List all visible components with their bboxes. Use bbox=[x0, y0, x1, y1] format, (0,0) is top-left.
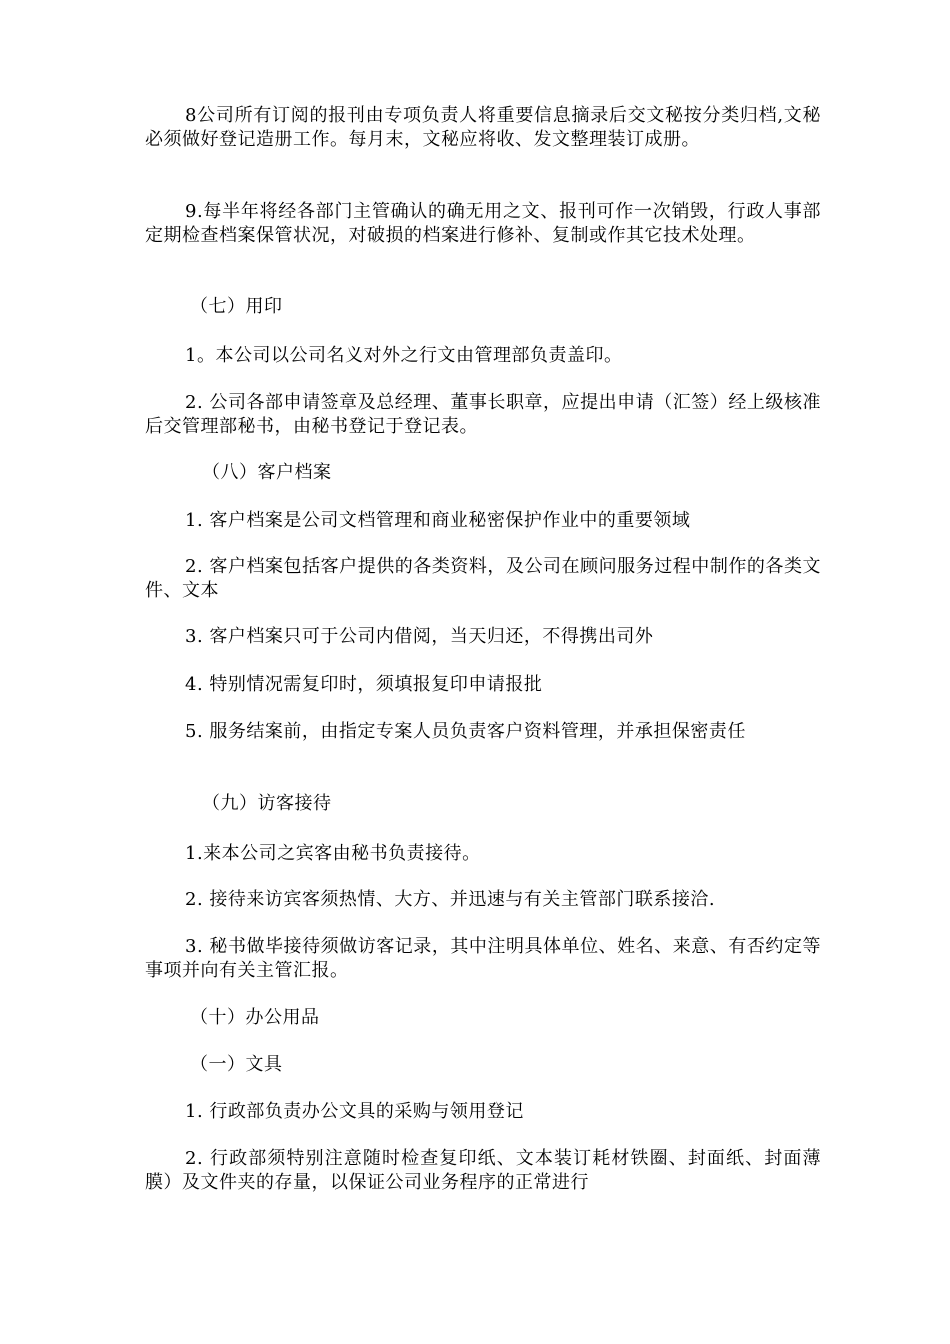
stationery-item-2: 2. 行政部须特别注意随时检查复印纸、文本装订耗材铁圈、封面纸、封面薄膜）及文件夹的存量，以保证公司业务程序的正常进行 bbox=[145, 1148, 821, 1193]
section-heading-7: （七）用印 bbox=[190, 296, 283, 317]
client-archive-item-1: 1. 客户档案是公司文档管理和商业秘密保护作业中的重要领域 bbox=[185, 510, 691, 531]
client-archive-item-2: 2. 客户档案包括客户提供的各类资料，及公司在顾问服务过程中制作的各类文件、文本 bbox=[145, 556, 821, 601]
visitor-item-1: 1.来本公司之宾客由秘书负责接待。 bbox=[185, 843, 481, 864]
section-heading-10: （十）办公用品 bbox=[190, 1007, 320, 1028]
client-archive-item-4: 4. 特别情况需复印时，须填报复印申请报批 bbox=[185, 674, 543, 695]
visitor-item-2: 2. 接待来访宾客须热情、大方、并迅速与有关主管部门联系接洽. bbox=[185, 889, 716, 910]
seal-item-2: 2. 公司各部申请签章及总经理、董事长职章，应提出申请（汇签）经上级核准后交管理部秘书，由秘书登记于登记表。 bbox=[145, 392, 821, 437]
seal-item-1: 1。本公司以公司名义对外之行文由管理部负责盖印。 bbox=[185, 345, 623, 366]
paragraph-9: 9.每半年将经各部门主管确认的确无用之文、报刊可作一次销毁，行政人事部定期检查档案保管状况，对破损的档案进行修补、复制或作其它技术处理。 bbox=[145, 201, 821, 246]
client-archive-item-3: 3. 客户档案只可于公司内借阅，当天归还，不得携出司外 bbox=[185, 626, 654, 647]
subsection-heading-stationery: （一）文具 bbox=[190, 1054, 283, 1075]
section-heading-9: （九）访客接待 bbox=[202, 793, 332, 814]
client-archive-item-5: 5. 服务结案前，由指定专案人员负责客户资料管理，并承担保密责任 bbox=[185, 721, 746, 742]
section-heading-8: （八）客户档案 bbox=[202, 462, 332, 483]
stationery-item-1: 1. 行政部负责办公文具的采购与领用登记 bbox=[185, 1101, 524, 1122]
paragraph-8: 8公司所有订阅的报刊由专项负责人将重要信息摘录后交文秘按分类归档,文秘必须做好登记造册工作。每月末，文秘应将收、发文整理装订成册。 bbox=[145, 105, 821, 150]
visitor-item-3: 3. 秘书做毕接待须做访客记录，其中注明具体单位、姓名、来意、有否约定等事项并向有关主管汇报。 bbox=[145, 936, 821, 981]
